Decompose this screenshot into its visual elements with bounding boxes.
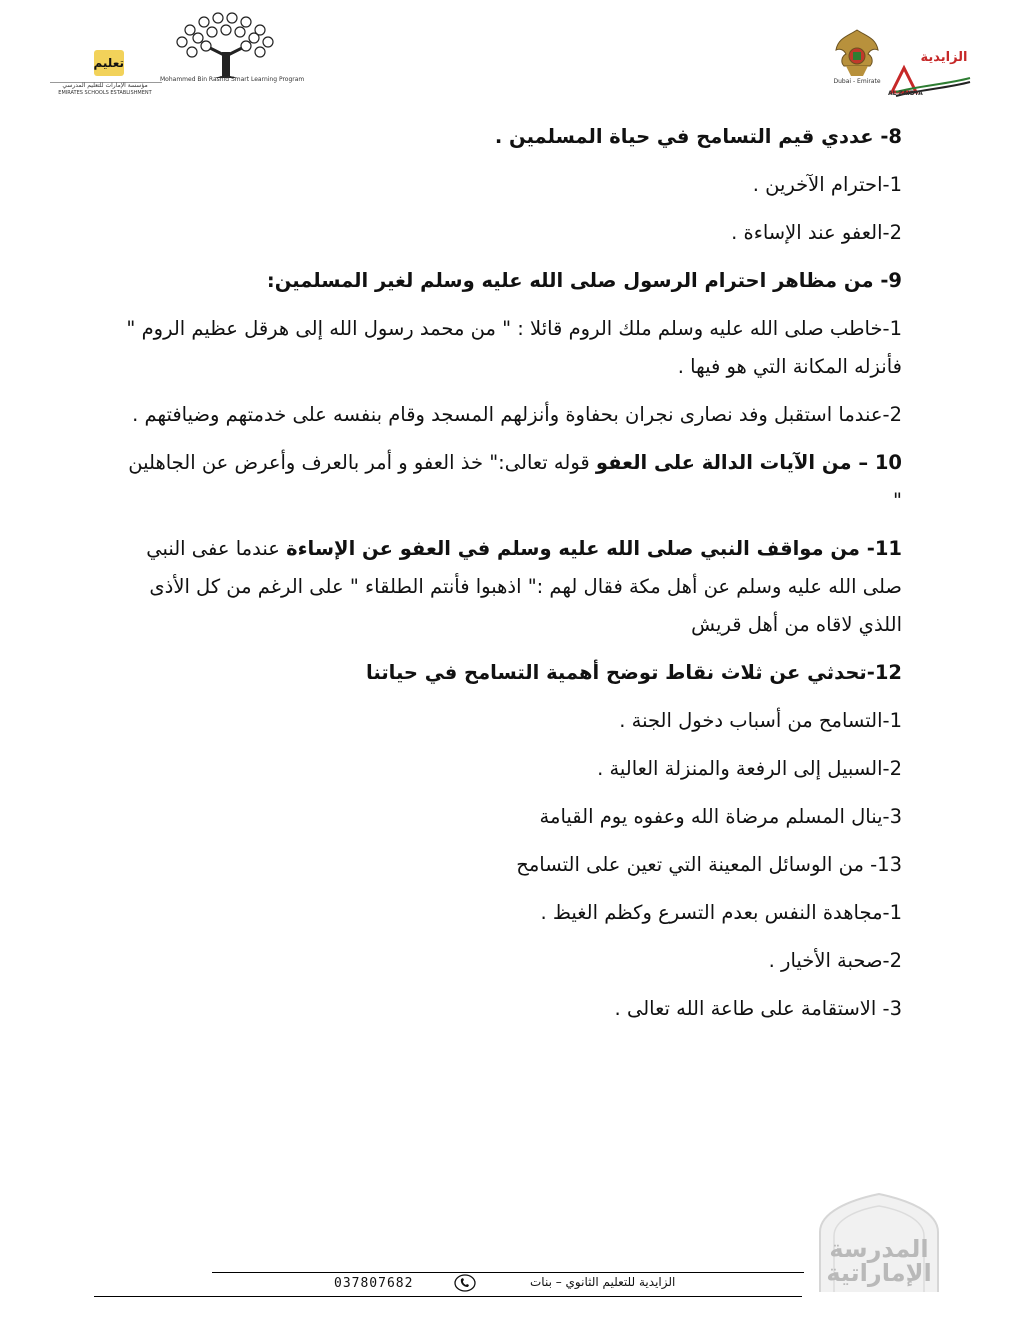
question-8-answer-1: 1-احترام الآخرين . [752,173,902,196]
question-9-answer-1: 1-خاطب صلى الله عليه وسلم ملك الروم قائلا : " من محمد رسول الله إلى هرقل عظيم الروم " فأنزله المكانة التي هو فيها . [126,317,902,378]
question-13-answer-3: 3- الاستقامة على طاعة الله تعالى . [614,997,902,1020]
question-10-heading: 10 – من الآيات الدالة على العفو [595,451,902,474]
zaidya-logo-word: الزايدية [920,50,968,65]
question-8-answer-2: 2-العفو عند الإساءة . [731,221,902,244]
emirati-school-watermark [800,1192,958,1292]
question-9-answer-2: 2-عندما استقبل وفد نصارى نجران بحفاوة وأنزلهم المسجد وقام بنفسه على خدمتهم وضيافتهم . [132,403,902,426]
question-11-answer: عندما عفى النبي صلى الله عليه وسلم عن أهل مكة فقال لهم :" اذهبوا فأنتم الطلقاء " على الرغم من كل الأذى اللذي لاقاه من أهل قريش [146,537,902,636]
watermark-line-1: المدرسة [829,1235,929,1263]
falcon-emblem-icon [830,26,884,96]
zaidya-caption-en: AL ZAIDYA [888,90,923,97]
taleem-caption-ar: مؤسسة الإمارات للتعليم المدرسي [62,82,148,89]
question-13-title: 13- من الوسائل المعينة التي تعين على التسامح [516,853,902,876]
question-12-title: 12-تحدثي عن ثلاث نقاط توضح أهمية التسامح في حياتنا [366,661,902,684]
question-13-answer-2: 2-صحبة الأخيار . [768,949,902,972]
footer-phone-number: 037807682 [334,1276,414,1291]
question-12-answer-1: 1-التسامح من أسباب دخول الجنة . [619,709,902,732]
question-8-title: 8- عددي قيم التسامح في حياة المسلمين . [494,125,902,148]
question-11-heading: 11- من مواقف النبي صلى الله عليه وسلم في العفو عن الإساءة [286,537,902,560]
uae-emblem-logo [830,26,884,96]
taleem-logo [44,44,166,98]
smart-learning-tree-logo [160,12,305,98]
footer-school-name: الزايدية للتعليم الثانوي – بنات [530,1275,676,1289]
question-13-answer-1: 1-مجاهدة النفس بعدم التسرع وكظم الغيظ . [540,901,902,924]
taleem-logo-word: تعليم [93,56,124,70]
question-10 [118,444,902,520]
watermark-line-2: الإماراتية [826,1259,932,1287]
question-11 [118,530,902,644]
question-9-title: 9- من مظاهر احترام الرسول صلى الله عليه وسلم لغير المسلمين: [266,269,902,292]
question-12-answer-3: 3-ينال المسلم مرضاة الله وعفوه يوم القيامة [539,805,902,828]
footer-divider-top [212,1272,804,1273]
tree-icon [160,12,305,98]
phone-icon [454,1274,476,1292]
taleem-caption-en: EMIRATES SCHOOLS ESTABLISHMENT [58,90,152,96]
worksheet-content [118,118,902,1038]
question-10-answer: قوله تعالى:" خذ العفو و أمر بالعرف وأعرض عن الجاهلين " [128,451,902,512]
question-12-answer-2: 2-السبيل إلى الرفعة والمنزلة العالية . [597,757,902,780]
al-zaidya-logo [888,46,972,98]
tree-logo-caption: Mohammed Bin Rashid Smart Learning Program [160,76,305,83]
emblem-caption: Dubai - Emirate [833,78,881,85]
footer-divider-bottom [94,1296,802,1297]
